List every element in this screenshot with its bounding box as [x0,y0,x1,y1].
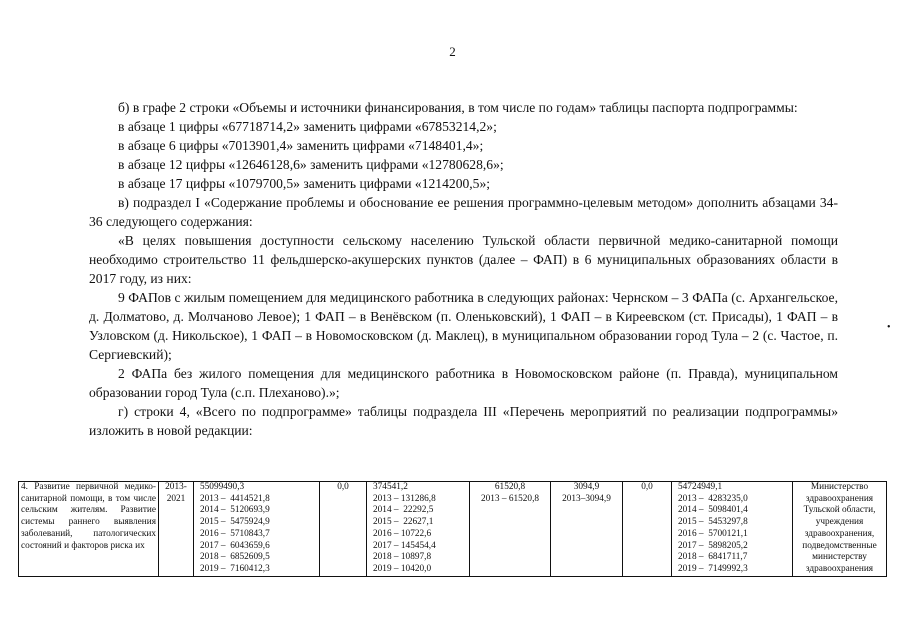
paragraph: в) подраздел I «Содержание проблемы и обоснование ее решения программно-целевым методом» дополнить абзацами 34-36 следующего содержания: [89,195,838,229]
regional-budget-cell: 374541,2 2013 – 131286,8 2014 – 22292,5 2015 – 22627,1 2016 – 10722,6 2017 – 145454,4 2018 – 10897,8 2019 – 10420,0 [367,482,470,577]
extrabudgetary-cell: 3094,9 2013–3094,9 [551,482,623,577]
page-number: 2 [449,44,456,59]
federal-budget-cell: 0,0 [320,482,367,577]
paragraph: в абзаце 17 цифры «1079700,5» заменить цифрами «1214200,5»; [118,176,491,191]
paragraph: б) в графе 2 строки «Объемы и источники финансирования, в том числе по годам» таблицы паспорта подпрограммы: [118,100,798,115]
tfoms-cell: 54724949,1 2013 – 4283235,0 2014 – 5098401,4 2015 – 5453297,8 2016 – 5700121,1 2017 – 5898205,2 2018 – 6841711,7 2019 – 7149992,3 [672,482,793,577]
paragraph: в абзаце 6 цифры «7013901,4» заменить цифрами «7148401,4»; [118,138,484,153]
paragraph: 2 ФАПа без жилого помещения для медицинского работника в Новомосковском районе (п. Правда), муниципальном образовании город Тула (с.п. Плеханово).»; [89,366,838,400]
paragraph: «В целях повышения доступности сельскому населению Тульской области первичной медико-санитарной помощи необходимо строительство 11 фельдшерско-акушерских пунктов (далее – ФАП) в 6 муниципальных образованиях области в 2017 году, из них: [89,233,838,286]
paragraph: в абзаце 1 цифры «67718714,2» заменить цифрами «67853214,2»; [118,119,497,134]
local-budget-cell: 61520,8 2013 – 61520,8 [470,482,551,577]
paragraph: г) строки 4, «Всего по подпрограмме» таблицы подраздела III «Перечень мероприятий по реализации подпрограммы» изложить в новой редакции: [89,404,838,438]
period-cell: 2013-2021 [159,482,194,577]
measure-name-cell: 4. Развитие первичной медико-санитарной помощи, в том числе сельским жителям. Развитие системы раннего выявления заболеваний, патологических состояний и факторов риска их [19,482,159,577]
total-cell: 55099490,3 2013 – 4414521,8 2014 – 5120693,9 2015 – 5475924,9 2016 – 5710843,7 2017 – 6043659,6 2018 – 6852609,5 2019 – 7160412,3 [194,482,320,577]
other-sources-cell: 0,0 [623,482,672,577]
measures-table [18,481,887,577]
paragraph: 9 ФАПов с жилым помещением для медицинского работника в следующих районах: Чернском – 3 ФАПа (с. Архангельское, д. Долматово, д. Молчаново Левое); 1 ФАП – в Венёвском (п. Оленьковский), 1 ФАП – в Киреевском (ст. Присады), 1 ФАП – в Узловском (д. Никольское), 1 ФАП – в Новомосковском (д. Маклец), в муниципальном образовании город Тула – 2 (с. Частое, п. Сергиевский); [89,290,838,362]
responsible-cell: Министерство здравоохранения Тульской области, учреждения здравоохранения, подведомственные министерству здравоохранения [793,482,887,577]
paragraph: в абзаце 12 цифры «12646128,6» заменить цифрами «12780628,6»; [118,157,504,172]
document-body [89,98,838,440]
table-row [19,482,887,577]
stray-mark: • [887,322,891,333]
